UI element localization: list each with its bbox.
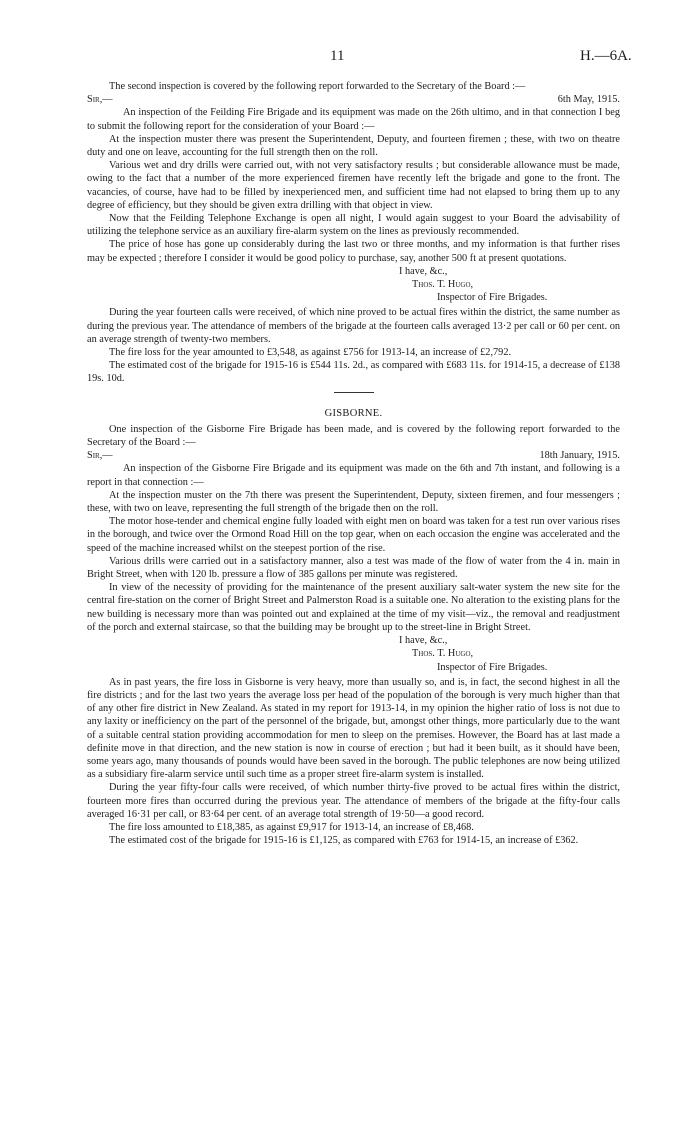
gisborne-signatory: Thos. T. Hugo,	[412, 648, 474, 660]
feilding-signatory-title: Inspector of Fire Brigades.	[437, 292, 548, 304]
gisborne-summary: During the year fifty-four calls were received, of which number thirty-five proved to be actual fires within the district, fourteen more fires than occurred during the previous year. The attendance of members of the brigade at the fifty-four calls averaged 16·31 per call, or 83·64 per cent. of an average total strength of 19·50—a good record.	[87, 782, 620, 820]
section-divider	[334, 392, 374, 393]
feilding-date: 6th May, 1915.	[557, 94, 620, 106]
feilding-salutation-line	[87, 93, 620, 106]
page-number: 11	[330, 48, 345, 64]
feilding-paragraph-hose: The price of hose has gone up considerably during the last two or three months, and my information is that further rises may be expected ; therefore I consider it would be good policy to purchase, say, another 500 ft at present quotations.	[87, 239, 620, 264]
gisborne-salutation-line	[87, 449, 620, 462]
feilding-summary: During the year fourteen calls were received, of which nine proved to be actual fires within the district, the same number as during the previous year. The attendance of members of the brigade at the fourteen calls averaged 13·2 per call or 60 per cent. on an average strength of twenty-two members.	[87, 307, 620, 345]
feilding-intro: The second inspection is covered by the following report forwarded to the Secretary of the Board :—	[109, 81, 526, 92]
gisborne-paragraph: Various drills were carried out in a satisfactory manner, also a test was made of the flow of water from the 4 in. main in Bright Street, when with 120 lb. pressure a flow of 385 gallons per minute was registered.	[87, 555, 620, 581]
feilding-paragraph: At the inspection muster there was present the Superintendent, Deputy, and fourteen firemen ; these, with two on theatre duty and one on leave, accounting for the full strength then on the roll.	[87, 133, 620, 158]
gisborne-salutation: Sir,—	[87, 450, 113, 462]
gisborne-paragraph: At the inspection muster on the 7th there was present the Superintendent, Deputy, sixteen firemen, and four messengers ; these, with two on leave, representing the full strength of the brigade then on the roll.	[87, 489, 620, 515]
document-reference: H.—6A.	[580, 48, 632, 64]
feilding-paragraph: Various wet and dry drills were carried out, with not very satisfactory results ; but considerable allowance must be made, owing to the fact that a number of the more experienced firemen have recently left the brigade and gone to the front. The vacancies, of course, have had to be filled by inexperienced men, and sufficient time had not elapsed to bring them up to any degree of efficiency, but they should be given extra drilling with that object in view.	[87, 160, 620, 211]
gisborne-paragraph: An inspection of the Gisborne Fire Brigade and its equipment was made on the 6th and 7th instant, and following is a report in that connection :—	[87, 463, 620, 488]
feilding-paragraph: An inspection of the Feilding Fire Brigade and its equipment was made on the 26th ultimo, and in that connection I beg to submit the following report for the consideration of your Board :—	[87, 107, 620, 132]
gisborne-summary: The estimated cost of the brigade for 1915-16 is £1,125, as compared with £763 for 1914-15, an increase of £362.	[109, 835, 579, 847]
feilding-salutation: Sir,—	[87, 94, 113, 106]
feilding-closing: I have, &c.,	[399, 265, 448, 277]
gisborne-intro: One inspection of the Gisborne Fire Brigade has been made, and is covered by the following report forwarded to the Secretary of the Board :—	[87, 423, 620, 449]
feilding-paragraph: Now that the Feilding Telephone Exchange is open all night, I would again suggest to your Board the advisability of utilizing the telephone service as an auxiliary fire-alarm system on the lines as previously recommended.	[87, 213, 620, 238]
gisborne-paragraph: The motor hose-tender and chemical engine fully loaded with eight men on board was taken for a test run over various rises in the borough, and twice over the Ormond Road Hill on the top gear, when on each occasion the engine was accelerated and the speed of the machine increased whilst on the steepest portion of the rise.	[87, 516, 620, 554]
document-body	[87, 80, 620, 847]
gisborne-summary: As in past years, the fire loss in Gisborne is very heavy, more than usually so, and is, in fact, the second highest in all the fire districts ; and for the last two years the average loss per head of the population of the borough is very much higher than that of any other fire district in New Zealand. As stated in my report for 1913-14, in my opinion the higher ratio of loss is not due to any laxity or inefficiency on the part of the personnel of the brigade, but, amongst other things, more particularly due to the want of a suitable central station providing accommodation for men to sleep on the premises. However, the Board has at last made a definite move in that direction, and the new station is now in course of erection ; but had it been built, as it should have been, some years ago, many thousands of pounds would have been saved in the borough. The public telephones are now being utilized as a subsidiary fire-alarm service until such time as a proper street fire-alarm system is installed.	[87, 676, 620, 781]
feilding-signatory: Thos. T. Hugo,	[412, 279, 474, 291]
feilding-summary: The fire loss for the year amounted to £3,548, as against £756 for 1913-14, an increase of £2,792.	[109, 347, 512, 359]
gisborne-summary: The fire loss amounted to £18,385, as against £9,917 for 1913-14, an increase of £8,468.	[109, 821, 474, 833]
gisborne-date: 18th January, 1915.	[539, 450, 620, 462]
gisborne-closing: I have, &c.,	[399, 635, 448, 647]
gisborne-paragraph: In view of the necessity of providing for the maintenance of the present auxiliary salt-water system the new site for the central fire-station on the corner of Bright Street and Palmerston Road is a suitable one. No alteration to the existing plans for the new building is necessary more than was pointed out and explained at the time of my visit—viz., the removal and readjustment of the porch and external staircase, so that the building may be brought up to the street-line in Bright Street.	[87, 582, 620, 633]
gisborne-signatory-title: Inspector of Fire Brigades.	[437, 661, 548, 673]
section-heading-gisborne: GISBORNE.	[324, 407, 383, 419]
feilding-summary: The estimated cost of the brigade for 1915-16 is £544 11s. 2d., as compared with £683 11s. for 1914-15, a decrease of £138 19s. 10d.	[87, 360, 620, 385]
